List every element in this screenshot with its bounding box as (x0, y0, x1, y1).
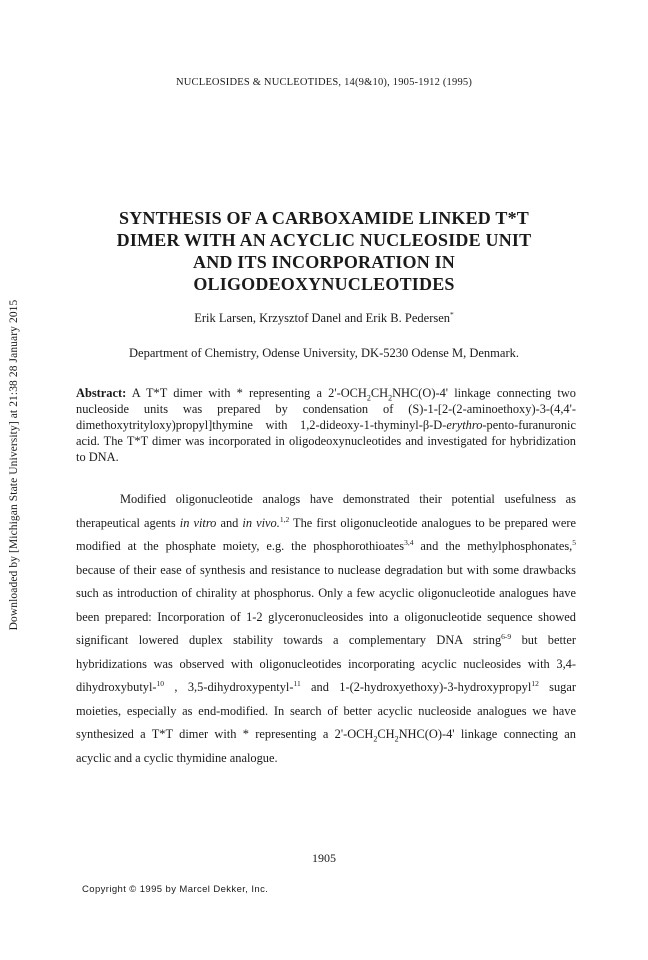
paper-title (60, 207, 588, 295)
title-line-2: DIMER WITH AN ACYCLIC NUCLEOSIDE UNIT (116, 230, 532, 250)
copyright-notice: Copyright © 1995 by Marcel Dekker, Inc. (82, 884, 269, 895)
citation-ref: 3,4 (404, 537, 414, 547)
author-names: Erik Larsen, Krzysztof Danel and Erik B. Pedersen (194, 311, 451, 325)
citation-ref: 10 (156, 678, 165, 688)
abstract-label: Abstract: (76, 386, 127, 400)
abstract: Abstract: A T*T dimer with * representing a $2'-OCH_2CH_2NHC(O)-4'$ linkage connecting two nucleoside units was prepared by condensation of (S)-1-[2-(2-aminoethoxy)-3-(4,4'-dimethoxytrityloxy)propyl]thymine with 1,2-dideoxy-1-thyminyl-β-D-erythro-pento-furanuronic acid. The T*T dimer was incorporated in oligodeoxynucleotides and investigated for hybridization to DNA. (76, 386, 577, 464)
download-watermark (2, 240, 26, 690)
corresponding-author-mark: * (450, 309, 454, 319)
citation-ref: 6-9 (501, 631, 512, 641)
citation-ref: 1,2 (279, 514, 290, 524)
title-line-1: SYNTHESIS OF A CARBOXAMIDE LINKED T*T (119, 208, 529, 228)
journal-header: NUCLEOSIDES & NUCLEOTIDES, 14(9&10), 1905-1912 (1995) (175, 77, 473, 88)
page-number: 1905 (312, 851, 336, 865)
title-line-4: OLIGODEOXYNUCLEOTIDES (193, 274, 455, 294)
introduction-paragraph: Modified oligonucleotide analogs have demonstrated their potential usefulness as therapeutical agents in vitro and in vivo.$^{1,2}$ The first oligonucleotide analogues to be prepared were modified at the phosphate moiety, e.g. the phosphorothioates$^{3,4}$ and the methylphosphonates,$^5$ because of their ease of synthesis and resistance to nuclease degradation but with some drawbacks such as introduction of chirality at phosphorus. Only a few acyclic oligonucleotide analogues have been prepared: Incorporation of 1-2 glyceronucleosides into a oligonucleotide sequence showed significant lowered duplex stability towards a complementary DNA string$^{6-9}$ but better hybridizations was observed with oligonucleotides incorporating acyclic nucleosides with 3,4-dihydroxybutyl-$^{10}$ , 3,5-dihydroxypentyl-$^{11}$ and 1-(2-hydroxyethoxy)-3-hydroxypropyl$^{12}$ sugar moieties, especially as end-modified. In search of better acyclic nucleoside analogues we have synthesized a T*T dimer with * representing a $2'-OCH_2CH_2NHC(O)-4'$ linkage connecting an acyclic and a cyclic thymidine analogue. (76, 492, 577, 765)
author-list (0, 311, 648, 326)
download-watermark-text: Downloaded by [Michigan State University] at 21:38 28 January 2015 (8, 299, 20, 631)
title-line-3: AND ITS INCORPORATION IN (193, 252, 455, 272)
citation-ref: 12 (531, 678, 539, 688)
citation-ref: 11 (293, 678, 301, 688)
citation-ref: 5 (572, 537, 576, 547)
affiliation: Department of Chemistry, Odense University, DK-5230 Odense M, Denmark. (129, 346, 519, 360)
